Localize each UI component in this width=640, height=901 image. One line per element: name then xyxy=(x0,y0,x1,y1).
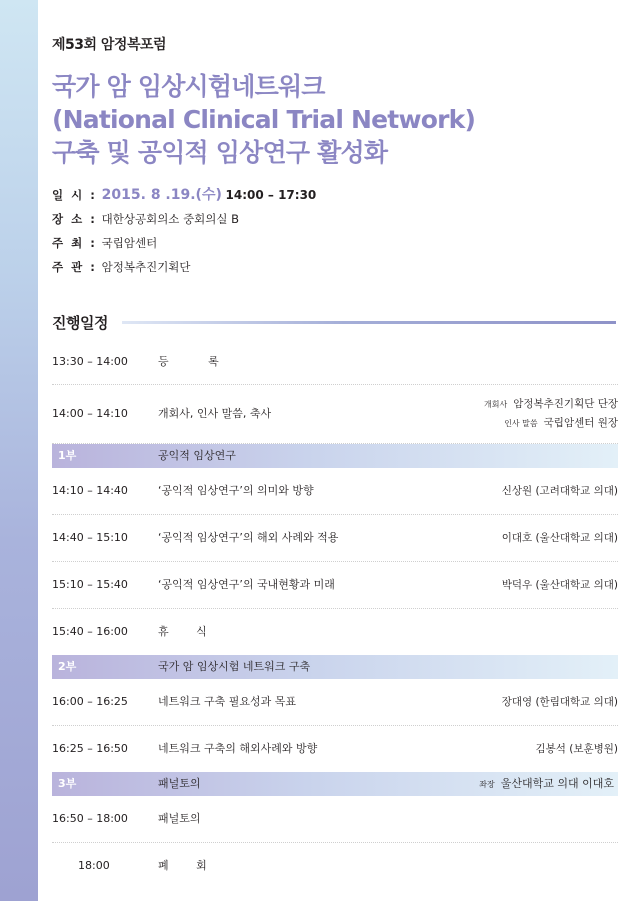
chair-role: 좌장 xyxy=(479,780,495,789)
part2-title: 국가 암 임상시험 네트워크 구축 xyxy=(158,660,311,673)
host1-name: 암정복추진기획단 단장 xyxy=(513,398,618,410)
schedule-row xyxy=(52,796,618,843)
title-line-1: 국가 암 임상시험네트워크 xyxy=(52,72,325,101)
row-topic: 패널토의 xyxy=(158,812,201,825)
host2-name: 국립암센터 원장 xyxy=(543,417,618,429)
schedule-row xyxy=(52,562,618,609)
row-topic: 폐 회 xyxy=(158,859,219,872)
schedule-row-registration xyxy=(52,340,618,385)
organizer-label: 주 관 : xyxy=(52,260,97,274)
info-date-row xyxy=(52,183,316,207)
title-line-2: (National Clinical Trial Network) xyxy=(52,105,476,134)
part1-bar xyxy=(52,444,618,468)
place-value: 대한상공회의소 중회의실 B xyxy=(101,212,240,226)
info-organizer-row xyxy=(52,255,316,279)
title-line-3: 구축 및 공익적 임상연구 활성화 xyxy=(52,138,388,167)
host1-role: 개회사 xyxy=(484,400,508,409)
side-gradient-band xyxy=(0,0,38,901)
date-value: 2015. 8 .19.(수) xyxy=(101,187,222,203)
date-label: 일 시 : xyxy=(52,188,97,202)
heading-rule xyxy=(122,321,616,324)
chair-name: 울산대학교 의대 이대호 xyxy=(500,777,614,790)
row-time: 15:10 – 15:40 xyxy=(52,578,128,591)
host-label: 주 최 : xyxy=(52,236,97,250)
part1-title: 공익적 임상연구 xyxy=(158,449,236,462)
place-label: 장 소 : xyxy=(52,212,97,226)
row-time: 13:30 – 14:00 xyxy=(52,355,128,368)
part1-number: 1부 xyxy=(58,449,77,462)
row-time: 14:40 – 15:10 xyxy=(52,531,128,544)
row-topic: ‘공익적 임상연구’의 해외 사례와 적용 xyxy=(158,531,339,544)
row-time: 18:00 xyxy=(78,859,110,872)
event-title xyxy=(52,70,620,169)
schedule-row xyxy=(52,468,618,515)
row-topic: 네트워크 구축 필요성과 목표 xyxy=(158,695,297,708)
row-topic: ‘공익적 임상연구’의 국내현황과 미래 xyxy=(158,578,335,591)
event-info xyxy=(52,183,316,279)
row-speaker: 박덕우 (울산대학교 의대) xyxy=(501,579,618,591)
schedule-row-closing xyxy=(52,843,618,889)
row-speaker: 이대호 (울산대학교 의대) xyxy=(501,532,618,544)
part3-chair xyxy=(479,772,614,797)
row-time: 14:10 – 14:40 xyxy=(52,484,128,497)
row-speaker: 김봉석 (보훈병원) xyxy=(535,743,618,755)
schedule-table xyxy=(52,340,618,889)
organizer-value: 암정복추진기획단 xyxy=(101,260,191,274)
schedule-heading: 진행일정 xyxy=(52,314,108,332)
part2-number: 2부 xyxy=(58,660,77,673)
row-time: 15:40 – 16:00 xyxy=(52,625,128,638)
row-topic: ‘공익적 임상연구’의 의미와 방향 xyxy=(158,484,314,497)
part2-bar xyxy=(52,655,618,679)
host-line-2 xyxy=(484,414,618,433)
schedule-row xyxy=(52,515,618,562)
row-time: 16:50 – 18:00 xyxy=(52,812,128,825)
row-speaker: 신상원 (고려대학교 의대) xyxy=(501,485,618,497)
row-speaker: 장대영 (한림대학교 의대) xyxy=(501,696,618,708)
host2-role: 인사 말씀 xyxy=(504,419,538,428)
row-time: 16:00 – 16:25 xyxy=(52,695,128,708)
forum-label: 제53회 암정복포럼 xyxy=(52,37,167,53)
row-time: 16:25 – 16:50 xyxy=(52,742,128,755)
row-topic: 네트워크 구축의 해외사례와 방향 xyxy=(158,742,318,755)
schedule-row-break xyxy=(52,609,618,655)
schedule-row xyxy=(52,726,618,772)
part3-bar xyxy=(52,772,618,796)
host-value: 국립암센터 xyxy=(101,236,158,250)
schedule-row-opening xyxy=(52,385,618,444)
row-topic: 등 록 xyxy=(158,355,237,368)
part3-title: 패널토의 xyxy=(158,777,201,790)
host-line-1 xyxy=(484,395,618,414)
header xyxy=(52,34,620,169)
row-topic: 개회사, 인사 말씀, 축사 xyxy=(158,407,272,420)
schedule-row xyxy=(52,679,618,726)
part3-number: 3부 xyxy=(58,777,77,790)
time-value: 14:00 – 17:30 xyxy=(225,188,317,202)
info-place-row xyxy=(52,207,316,231)
row-topic: 휴 식 xyxy=(158,625,219,638)
opening-hosts xyxy=(484,395,618,433)
info-host-row xyxy=(52,231,316,255)
row-time: 14:00 – 14:10 xyxy=(52,407,128,420)
